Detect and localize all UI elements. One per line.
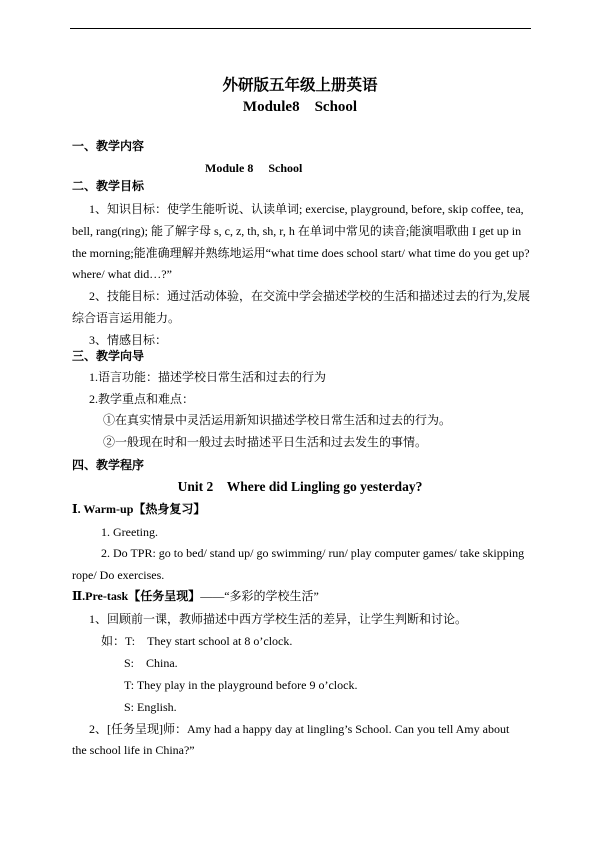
pretask-heading bbox=[72, 589, 319, 603]
pretask-step2-line2: the school life in China?” bbox=[72, 743, 195, 757]
objective1-line2: bell, rang(ring); 能了解字母 s, c, z, th, sh, r, h 在单词中常见的读音;能演唱歌曲 I get up in bbox=[72, 224, 522, 238]
objective2-line2: 综合语言运用能力。 bbox=[72, 311, 181, 325]
warmup-step2-line1: 2. Do TPR: go to bed/ stand up/ go swimming/ run/ play computer games/ take skipping bbox=[101, 546, 525, 560]
guide-point2: ②一般现在时和一般过去时描述平日生活和过去发生的事情。 bbox=[103, 435, 428, 449]
objective2-line1: 2、技能目标：通过活动体验，在交流中学会描述学校的生活和描述过去的行为,发展 bbox=[89, 289, 531, 303]
objective1-line4: where/ what did…?” bbox=[72, 267, 172, 281]
pretask-step2-line1: 2、[任务呈现]师：Amy had a happy day at lingling’s School. Can you tell Amy about bbox=[89, 722, 510, 736]
document-title: 外研版五年级上册英语 bbox=[222, 77, 378, 94]
objective3: 3、情感目标： bbox=[89, 333, 168, 347]
pretask-step1: 1、回顾前一课，教师描述中西方学校生活的差异，让学生判断和讨论。 bbox=[89, 612, 468, 626]
pretask-heading-theme: ——“多彩的学校生活” bbox=[200, 589, 319, 603]
guide-item1: 1.语言功能：描述学校日常生活和过去的行为 bbox=[89, 370, 327, 384]
objective1-line1: 1、知识目标：使学生能听说、认读单词; exercise, playground, before, skip coffee, tea, bbox=[89, 202, 524, 216]
section1-heading: 一、教学内容 bbox=[72, 139, 145, 153]
section2-heading: 二、教学目标 bbox=[72, 179, 145, 193]
guide-item2: 2.教学重点和难点： bbox=[89, 392, 195, 406]
dialog-line: T: They play in the playground before 9 o’clock. bbox=[124, 678, 358, 692]
section3-heading: 三、教学向导 bbox=[72, 349, 145, 363]
objective1-line3: the morning;能准确理解并熟练地运用“what time does school start/ what time do you get up? bbox=[72, 246, 530, 260]
dialog-line: 如：T: They start school at 8 o’clock. bbox=[101, 634, 293, 648]
section4-heading: 四、教学程序 bbox=[72, 458, 145, 472]
warmup-heading: Ⅰ. Warm-up【热身复习】 bbox=[72, 502, 206, 516]
dialog-line: S: China. bbox=[124, 656, 178, 670]
warmup-step1: 1. Greeting. bbox=[101, 525, 158, 539]
pretask-heading-label: Ⅱ.Pre-task【任务呈现】 bbox=[72, 589, 201, 603]
section1-content: Module 8 School bbox=[205, 161, 303, 175]
guide-point1: ①在真实情景中灵活运用新知识描述学校日常生活和过去的行为。 bbox=[103, 413, 452, 427]
header-rule bbox=[70, 28, 531, 29]
warmup-step2-line2: rope/ Do exercises. bbox=[72, 568, 165, 582]
dialog-line: S: English. bbox=[124, 700, 177, 714]
unit-title: Unit 2 Where did Lingling go yesterday? bbox=[177, 479, 423, 494]
document-subtitle: Module8 School bbox=[242, 99, 358, 115]
